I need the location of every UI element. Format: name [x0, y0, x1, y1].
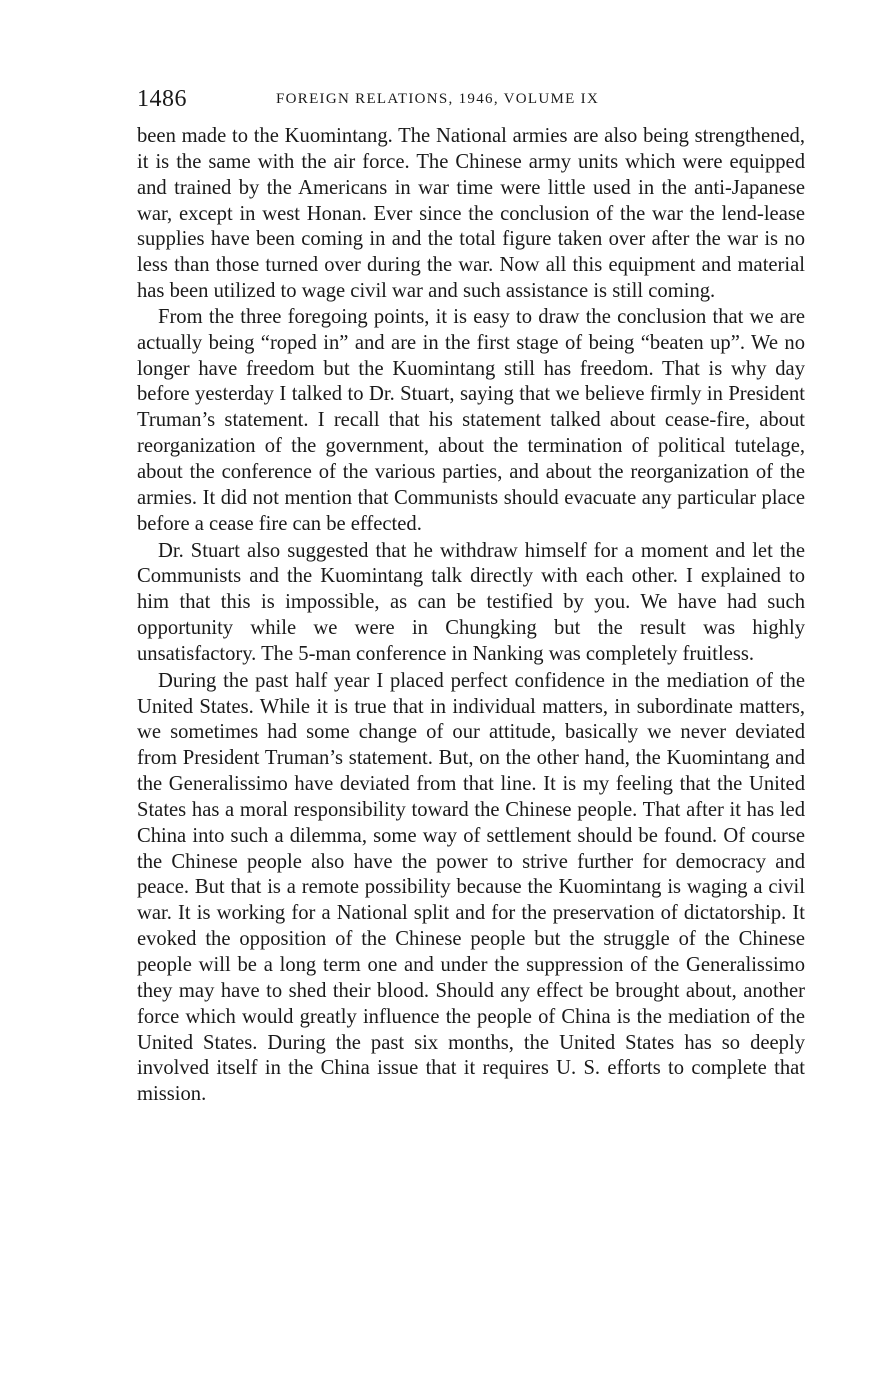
page-number: 1486: [137, 86, 187, 112]
body-text: [137, 124, 805, 1108]
running-title: FOREIGN RELATIONS, 1946, VOLUME IX: [276, 91, 600, 107]
paragraph-continued: been made to the Kuomintang. The National armies are also being strengthened, it is the same with the air force. The Chinese army units which were equipped and trained by the Americans in war time were little used in the anti-Japanese war, except in west Honan. Ever since the conclusion of the war the lend-lease supplies have been coming in and the total figure taken over after the war is no less than those turned over during the war. Now all this equipment and material has been utilized to wage civil war and such assistance is still coming.: [137, 125, 805, 303]
paragraph: During the past half year I placed perfect confidence in the mediation of the United States. While it is true that in individual matters, in subordinate matters, we sometimes had some change of our attitude, basically we never deviated from President Truman’s statement. But, on the other hand, the Kuomintang and the Generalissimo have deviated from that line. It is my feeling that the United States has a moral responsibility toward the Chinese people. That after it has led China into such a dilemma, some way of settlement should be found. Of course the Chinese people also have the power to strive further for democracy and peace. But that is a remote possibility because the Kuomintang is waging a civil war. It is working for a National split and for the preservation of dictatorship. It evoked the opposition of the Chinese people but the struggle of the Chinese people will be a long term one and under the suppression of the Generalissimo they may have to shed their blood. Should any effect be brought about, another force which would greatly influence the people of China is the mediation of the United States. During the past six months, the United States has so deeply involved itself in the China issue that it requires U. S. efforts to complete that mission.: [137, 669, 805, 1106]
paragraph: Dr. Stuart also suggested that he withdraw himself for a moment and let the Communists and the Kuomintang talk directly with each other. I explained to him that this is impossible, as can be testified by you. We have had such opportunity while we were in Chungking but the result was highly unsatisfactory. The 5-man conference in Nanking was completely fruitless.: [137, 539, 805, 665]
running-head: [137, 84, 805, 114]
paragraph: From the three foregoing points, it is easy to draw the conclusion that we are actually being “roped in” and are in the first stage of being “beaten up”. We no longer have freedom but the Kuomintang still has freedom. That is why day before yesterday I talked to Dr. Stuart, saying that we believe firmly in President Truman’s statement. I recall that his statement talked about cease-fire, about reorganization of the government, about the termination of political tutelage, about the conference of the various parties, and about the reorganization of the armies. It did not mention that Communists should evacuate any particular place before a cease fire can be effected.: [137, 305, 805, 535]
